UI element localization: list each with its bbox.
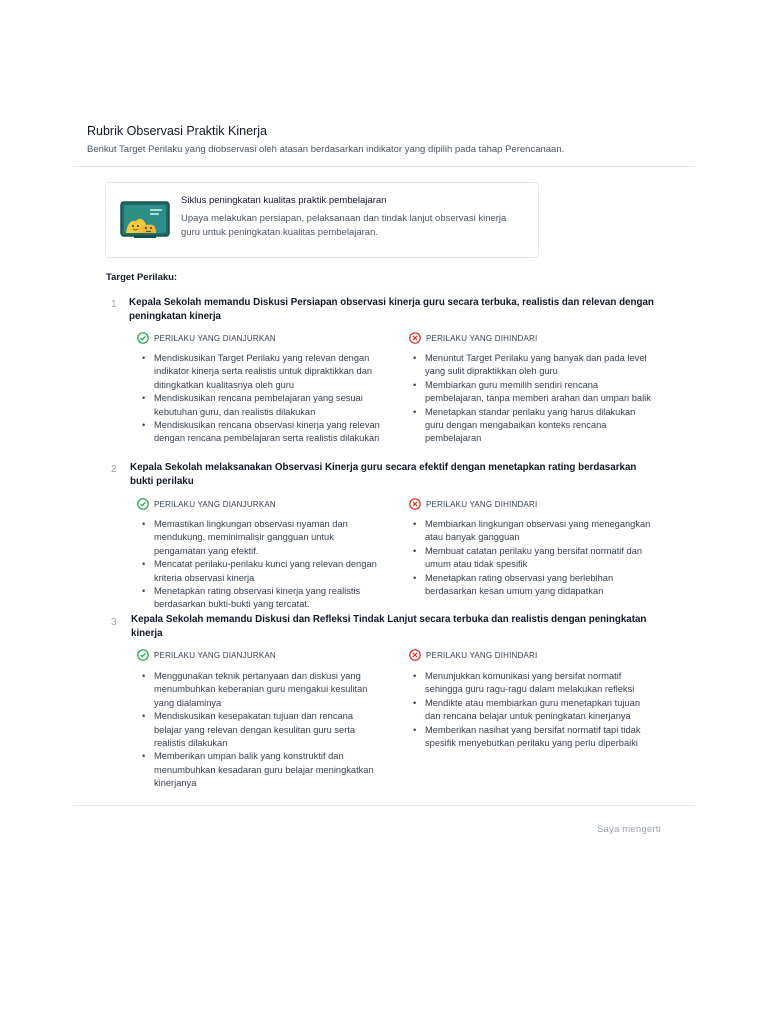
item-number: 1	[111, 299, 117, 310]
recommended-header	[137, 649, 276, 661]
confirm-button[interactable]: Saya mengerti	[597, 824, 661, 835]
header-divider	[73, 166, 695, 167]
list-item: • Mendiskusikan kesepakatan tujuan dan rencana belajar yang relevan dengan kesulitan guru serta realistis dilakukan	[140, 710, 380, 750]
info-card	[105, 182, 539, 258]
item-number: 2	[111, 464, 117, 475]
page-title: Rubrik Observasi Praktik Kinerja	[87, 124, 267, 138]
avoided-label: PERILAKU YANG DIHINDARI	[426, 499, 538, 509]
list-item: • Membuat catatan perilaku yang bersifat normatif dan umum atau tidak spesifik	[411, 545, 651, 572]
list-item: • Menetapkan rating observasi kinerja yang realistis berdasarkan bukti-bukti yang tercatat.	[140, 585, 380, 612]
list-item: • Membiarkan guru memilih sendiri rencana pembelajaran, tanpa memberi arahan dan umpan balik	[411, 379, 651, 406]
avoided-header	[409, 332, 537, 344]
item-title: Kepala Sekolah memandu Diskusi Persiapan observasi kinerja guru secara terbuka, realistis dan relevan dengan peningkatan kinerja	[129, 297, 654, 322]
list-item: • Memastikan lingkungan observasi nyaman dan mendukung, meminimalisir gangguan untuk pengamatan yang efektif.	[140, 518, 380, 558]
list-item: • Mendiskusikan Target Perilaku yang relevan dengan indikator kinerja serta realistis untuk dipraktikkan dan ditingkatkan kualitasnya oleh guru	[140, 352, 380, 392]
item-number: 3	[111, 617, 117, 628]
avoided-list	[411, 352, 651, 446]
list-item: • Menetapkan rating observasi yang berlebihan berdasarkan kesan umum yang didapatkan	[411, 572, 651, 599]
check-circle-icon	[137, 498, 149, 510]
list-item: • Menunjukkan komunikasi yang bersifat normatif sehingga guru ragu-ragu dalam melakukan refleksi	[411, 670, 651, 697]
avoided-header	[409, 649, 537, 661]
list-item: • Menggunakan teknik pertanyaan dan diskusi yang menumbuhkan keberanian guru mengakui kesulitan yang dialaminya	[140, 670, 380, 710]
target-label: Target Perilaku:	[106, 272, 178, 283]
list-item: • Mendiskusikan rencana pembelajaran yang sesuai kebutuhan guru, dan realistis dilakukan	[140, 392, 380, 419]
recommended-label: PERILAKU YANG DIANJURKAN	[154, 499, 276, 509]
list-item: • Memberikan umpan balik yang konstruktif dan menumbuhkan kesadaran guru belajar meningkatkan kinerjanya	[140, 750, 380, 790]
avoided-label: PERILAKU YANG DIHINDARI	[426, 650, 538, 660]
avoided-header	[409, 498, 537, 510]
check-circle-icon	[137, 649, 149, 661]
check-circle-icon	[137, 332, 149, 344]
x-circle-icon	[409, 498, 421, 510]
x-circle-icon	[409, 332, 421, 344]
list-item: • Mencatat perilaku-perilaku kunci yang relevan dengan kriteria observasi kinerja	[140, 558, 380, 585]
recommended-header	[137, 332, 276, 344]
footer-divider	[73, 805, 695, 806]
list-item: • Menuntut Target Perilaku yang banyak dan pada level yang sulit dipraktikkan oleh guru	[411, 352, 651, 379]
list-item: • Mendikte atau membiarkan guru menetapkan tujuan dan rencana belajar untuk peningkatan kinerjanya	[411, 697, 651, 724]
recommended-label: PERILAKU YANG DIANJURKAN	[154, 650, 276, 660]
recommended-list	[140, 518, 380, 612]
recommended-label: PERILAKU YANG DIANJURKAN	[154, 333, 276, 343]
recommended-list	[140, 670, 380, 791]
info-title: Siklus peningkatan kualitas praktik pembelajaran	[181, 195, 387, 206]
avoided-list	[411, 670, 651, 750]
item-title: Kepala Sekolah memandu Diskusi dan Refleksi Tindak Lanjut secara terbuka dan realistis dengan peningkatan kinerja	[131, 614, 647, 639]
page-subtitle: Berikut Target Perilaku yang diobservasi oleh atasan berdasarkan indikator yang dipilih pada tahap Perencanaan.	[87, 144, 565, 155]
item-title: Kepala Sekolah melaksanakan Observasi Kinerja guru secara efektif dengan menetapkan rating berdasarkan bukti perilaku	[130, 462, 637, 487]
avoided-list	[411, 518, 651, 598]
avoided-label: PERILAKU YANG DIHINDARI	[426, 333, 538, 343]
x-circle-icon	[409, 649, 421, 661]
info-description: Upaya melakukan persiapan, pelaksanaan dan tindak lanjut observasi kinerja guru untuk peningkatan kualitas pembelajaran.	[181, 213, 507, 238]
list-item: • Mendiskusikan rencana observasi kinerja yang relevan dengan rencana pembelajaran serta realistis dilakukan	[140, 419, 380, 446]
list-item: • Membiarkan lingkungan observasi yang menegangkan atau banyak gangguan	[411, 518, 651, 545]
list-item: • Memberikan nasihat yang bersifat normatif tapi tidak spesifik menyebutkan perilaku yang perlu diperbaiki	[411, 724, 651, 751]
recommended-header	[137, 498, 276, 510]
list-item: • Menetapkan standar perilaku yang harus dilakukan guru dengan mengabaikan konteks rencana pembelajaran	[411, 406, 651, 446]
classroom-board-illustration	[120, 201, 170, 239]
recommended-list	[140, 352, 380, 446]
